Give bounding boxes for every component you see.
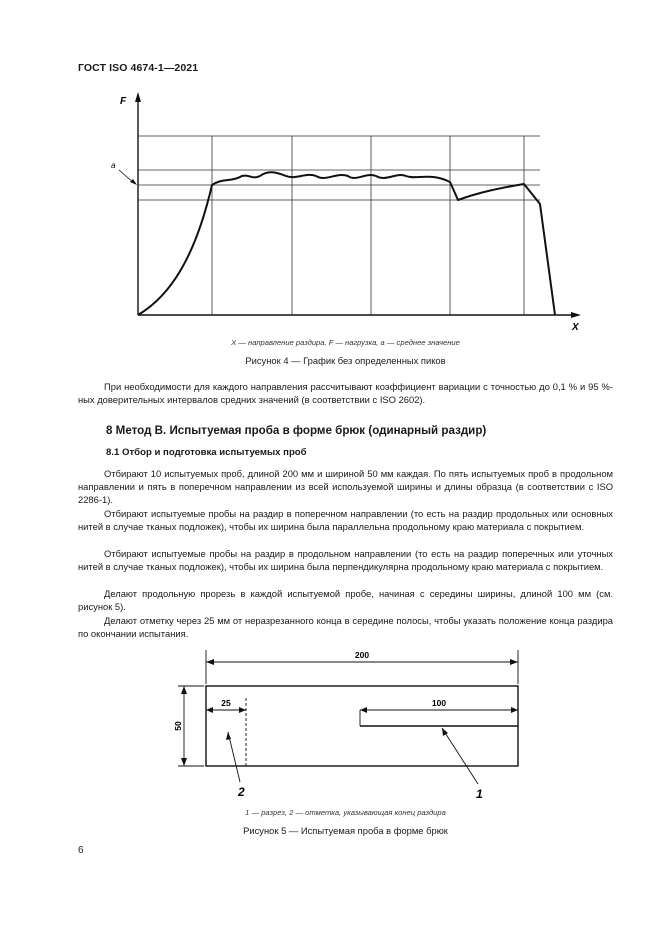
grid [138,136,540,315]
mean-marker-arrowhead [130,179,137,185]
cut-leader [442,728,478,784]
dim-200-arrow-left [206,659,214,665]
paragraph-8-1-2: Отбирают испытуемые пробы на раздир в поперечном направлении (то есть на раздир продольных или основных нитей в случае тканых подложек), чтобы их ширина была параллельна продольному краю материала с покрытием. [78,508,613,533]
figure-4-caption: Рисунок 4 — График без определенных пиков [245,355,446,366]
label-mark: 2 [238,785,245,799]
dim-200-label: 200 [354,650,370,660]
paragraph-8-1-3: Отбирают испытуемые пробы на раздир в продольном направлении (то есть на раздир поперечных или уточных нитей в случае тканых подложек), чтобы их ширина была перпендикулярна продольному краю материала с покрытием. [78,548,613,573]
figure-4-legend: X — направление раздира, F — нагрузка, a — среднее значение [231,338,460,347]
section-8-title: 8 Метод B. Испытуемая проба в форме брюк (одинарный раздир) [106,424,487,437]
paragraph-8-1-5: Делают отметку через 25 мм от неразрезанного конца в середине полосы, чтобы указать положение конца раздира по окончании испытания. [78,615,613,640]
mark-leader [228,732,240,782]
dim-50-arrow-bottom [181,758,187,766]
y-axis-arrow [135,92,141,102]
figure-5-specimen [160,646,540,806]
dim-25-arrow-right [239,707,246,713]
cut-leader-arrowhead [442,728,448,736]
paragraph-8-1-4: Делают продольную прорезь в каждой испытуемой пробе, начиная с середины ширины, длиной 100 мм (см. рисунок 5). [78,588,613,613]
y-axis-label: F [120,96,127,107]
mean-marker-label: a [111,161,116,170]
dim-100-arrow-left [360,707,367,713]
dim-50-label: 50 [173,721,183,731]
dim-25-arrow-left [206,707,213,713]
paragraph-8-1-1: Отбирают 10 испытуемых проб, длиной 200 мм и шириной 50 мм каждая. По пять испытуемых проб в продольном направлении и пять в поперечном направлении из всей используемой ширины и длины образца (в соответствии с ISO 2286-1). [78,468,613,506]
x-axis-arrow [571,312,581,318]
dim-200-arrow-right [510,659,518,665]
load-curve [138,172,555,315]
dim-100-arrow-right [511,707,518,713]
dim-100-label: 100 [431,698,447,708]
figure-4-graph [100,88,600,336]
paragraph-variation: При необходимости для каждого направления рассчитывают коэффициент вариации с точностью до 0,1 % и 95 %-ных доверительных интервалов средних значений (в соответствии с ISO 2602). [78,381,613,406]
figure-5-legend: 1 — разрез, 2 — отметка, указывающая конец раздира [245,808,446,817]
document-header: ГОСТ ISO 4674-1—2021 [78,62,199,74]
page-number: 6 [78,845,84,856]
axes [135,92,581,318]
figure-5-caption: Рисунок 5 — Испытуемая проба в форме брюк [243,825,448,836]
x-axis-label: X [572,322,579,333]
dim-25-label: 25 [221,698,231,708]
mark-leader-arrowhead [226,732,231,740]
label-cut: 1 [476,787,483,801]
dim-50-arrow-top [181,686,187,694]
subsection-8-1-title: 8.1 Отбор и подготовка испытуемых проб [106,447,307,458]
